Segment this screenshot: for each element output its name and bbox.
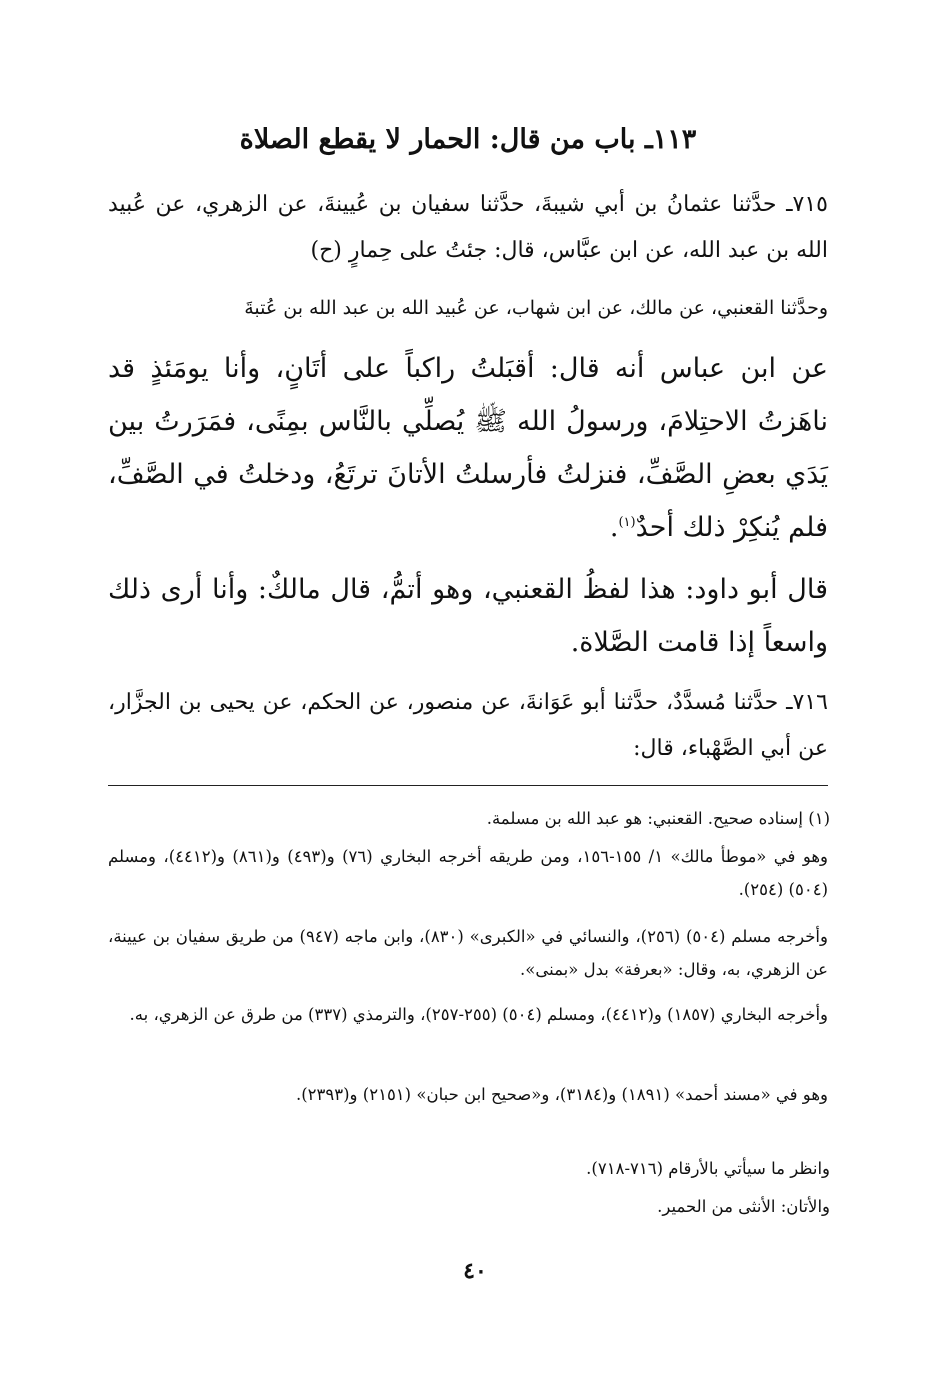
footnote-marker: (١) <box>618 515 636 530</box>
footnote-paragraph-2: وهو في «موطأ مالك» ١/ ١٥٥-١٥٦، ومن طريقه أخرجه البخاري (٧٦) و(٤٩٣) و(٨٦١) و(٤٤١٢)، ومسلم (٥٠٤) (٢٥٤). <box>108 847 829 899</box>
hadith-716-opening: ٧١٦ـ حدَّثنا مُسدَّدٌ، حدَّثنا أبو عَوَانةَ، عن منصور، عن الحكم، عن يحيى بن الجزَّار، عن أبي الصَّهْباء، قال: <box>108 690 828 761</box>
footnote-paragraph-5: وهو في «مسند أحمد» (١٨٩١) و(٣١٨٤)، و«صحيح ابن حبان» (٢١٥١) و(٢٣٩٣). <box>295 1085 828 1104</box>
matn-text: عن ابن عباس أنه قال: أقبَلتُ راكباً على أتَانٍ، وأنا يومَئذٍ قد ناهَزتُ الاحتِلامَ، ورسولُ الله ﷺ يُصلِّي بالنَّاس بمِنًى، فمَرَرتُ بين يَدَي بعضِ الصَّفِّ، فنزلتُ فأرسلتُ الأتانَ ترتَعُ، ودخلتُ في الصَّفِّ، فلم يُنكِرْ ذلك أحدٌ <box>108 353 828 543</box>
chapter-heading: ١١٣ـ باب من قال: الحمار لا يقطع الصلاة <box>239 124 697 155</box>
abu-dawud-note: قال أبو داود: هذا لفظُ القعنبي، وهو أتمُّ، قال مالكٌ: وأنا أرى ذلك واسعاً إذا قامت الصَّلاة. <box>108 574 828 658</box>
matn-end: . <box>609 512 619 543</box>
hadith-715-second-chain: وحدَّثنا القعنبي، عن مالك، عن ابن شهاب، عن عُبيد الله بن عبد الله بن عُتبةَ <box>244 297 828 319</box>
footnote-paragraph-4: وأخرجه البخاري (١٨٥٧) و(٤٤١٢)، ومسلم (٥٠٤) (٢٥٥-٢٥٧)، والترمذي (٣٣٧) من طرق عن الزهري، به. <box>129 1005 828 1024</box>
hadith-715-matn <box>108 342 828 554</box>
footnote-paragraph-7: والأتان: الأنثى من الحمير. <box>657 1197 830 1216</box>
hadith-715-opening: ٧١٥ـ حدَّثنا عثمانُ بن أبي شيبةَ، حدَّثنا سفيان بن عُيينةَ، عن الزهري، عن عُبيد الله بن عبد الله، عن ابن عبَّاس، قال: جئتُ على حِمارٍ (ح) <box>108 192 828 263</box>
footnote-paragraph-3: وأخرجه مسلم (٥٠٤) (٢٥٦)، والنسائي في «الكبرى» (٨٣٠)، وابن ماجه (٩٤٧) من طريق سفيان بن عيينة، عن الزهري، به، وقال: «بعرفة» بدل «بمنى». <box>108 927 828 979</box>
footnote-divider <box>108 785 828 786</box>
footnote-paragraph-6: وانظر ما سيأتي بالأرقام (٧١٦-٧١٨). <box>586 1159 830 1178</box>
page-number: ٤٠ <box>463 1258 487 1284</box>
footnote-1: (١) إسناده صحيح. القعنبي: هو عبد الله بن مسلمة. <box>486 809 830 828</box>
